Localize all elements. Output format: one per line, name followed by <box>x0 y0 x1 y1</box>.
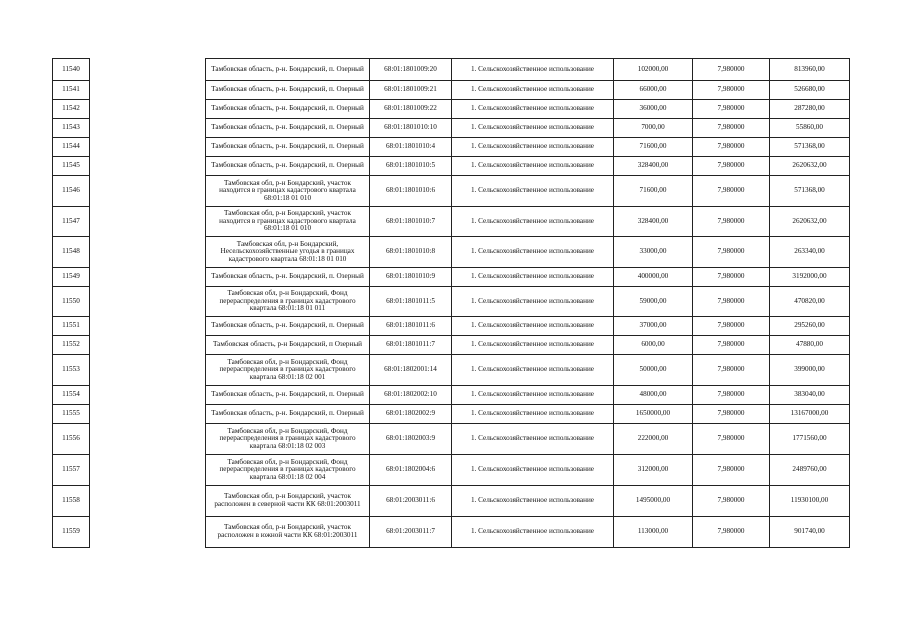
land-category-cell: 1. Сельскохозяйственное использование <box>452 100 614 119</box>
cadastral-value-cell: 47880,00 <box>770 336 850 355</box>
address-cell: Тамбовская область, р-н. Бондарский, п. Озерный <box>206 119 370 138</box>
cadastral-number-cell: 68:01:1801010:7 <box>370 207 452 237</box>
cadastral-number-cell: 68:01:1801009:21 <box>370 81 452 100</box>
cadastral-value-cell: 399000,00 <box>770 355 850 386</box>
cadastral-number-cell: 68:01:2003011:6 <box>370 486 452 517</box>
rate-cell: 7,980000 <box>693 268 770 287</box>
blank-cell <box>90 424 206 455</box>
address-cell: Тамбовская область, р-н Бондарский, п Озерный <box>206 336 370 355</box>
area-cell: 71600,00 <box>614 138 693 157</box>
area-cell: 222000,00 <box>614 424 693 455</box>
address-cell: Тамбовская обл, р-н Бондарский, Фонд перераспределения в границах кадастрового квартала 68:01:18 02 001 <box>206 355 370 386</box>
area-cell: 400000,00 <box>614 268 693 287</box>
area-cell: 1650000,00 <box>614 405 693 424</box>
blank-cell <box>90 81 206 100</box>
cadastral-number-cell: 68:01:1802003:9 <box>370 424 452 455</box>
area-cell: 7000,00 <box>614 119 693 138</box>
table-row <box>53 517 850 548</box>
land-category-cell: 1. Сельскохозяйственное использование <box>452 424 614 455</box>
area-cell: 59000,00 <box>614 287 693 317</box>
row-number-cell: 11541 <box>53 81 90 100</box>
table-row <box>53 81 850 100</box>
cadastral-number-cell: 68:01:1801011:7 <box>370 336 452 355</box>
rate-cell: 7,980000 <box>693 119 770 138</box>
land-category-cell: 1. Сельскохозяйственное использование <box>452 268 614 287</box>
rate-cell: 7,980000 <box>693 486 770 517</box>
address-cell: Тамбовская обл, р-н Бондарский, Фонд перераспределения в границах кадастрового квартала 68:01:18 02 003 <box>206 424 370 455</box>
land-registry-table <box>52 58 850 548</box>
cadastral-value-cell: 526680,00 <box>770 81 850 100</box>
cadastral-value-cell: 2620632,00 <box>770 157 850 176</box>
table-row <box>53 119 850 138</box>
table-row <box>53 455 850 486</box>
address-cell: Тамбовская обл, р-н Бондарский, участок расположен в северной части КК 68:01:2003011 <box>206 486 370 517</box>
rate-cell: 7,980000 <box>693 355 770 386</box>
table-row <box>53 268 850 287</box>
land-category-cell: 1. Сельскохозяйственное использование <box>452 207 614 237</box>
table-row <box>53 405 850 424</box>
address-cell: Тамбовская область, р-н. Бондарский, п. Озерный <box>206 405 370 424</box>
blank-cell <box>90 336 206 355</box>
blank-cell <box>90 455 206 486</box>
table-row <box>53 157 850 176</box>
cadastral-value-cell: 2489760,00 <box>770 455 850 486</box>
row-number-cell: 11545 <box>53 157 90 176</box>
land-category-cell: 1. Сельскохозяйственное использование <box>452 355 614 386</box>
blank-cell <box>90 355 206 386</box>
cadastral-value-cell: 1771560,00 <box>770 424 850 455</box>
address-cell: Тамбовская область, р-н. Бондарский, п. Озерный <box>206 317 370 336</box>
row-number-cell: 11559 <box>53 517 90 548</box>
row-number-cell: 11552 <box>53 336 90 355</box>
address-cell: Тамбовская область, р-н. Бондарский, п. Озерный <box>206 81 370 100</box>
address-cell: Тамбовская область, р-н. Бондарский, п. Озерный <box>206 100 370 119</box>
table-row <box>53 207 850 237</box>
row-number-cell: 11543 <box>53 119 90 138</box>
cadastral-value-cell: 571368,00 <box>770 138 850 157</box>
row-number-cell: 11546 <box>53 176 90 207</box>
table-row <box>53 336 850 355</box>
rate-cell: 7,980000 <box>693 157 770 176</box>
area-cell: 36000,00 <box>614 100 693 119</box>
rate-cell: 7,980000 <box>693 81 770 100</box>
area-cell: 1495000,00 <box>614 486 693 517</box>
address-cell: Тамбовская область, р-н. Бондарский, п. Озерный <box>206 268 370 287</box>
row-number-cell: 11556 <box>53 424 90 455</box>
land-category-cell: 1. Сельскохозяйственное использование <box>452 517 614 548</box>
area-cell: 66000,00 <box>614 81 693 100</box>
blank-cell <box>90 176 206 207</box>
rate-cell: 7,980000 <box>693 455 770 486</box>
land-category-cell: 1. Сельскохозяйственное использование <box>452 81 614 100</box>
row-number-cell: 11555 <box>53 405 90 424</box>
blank-cell <box>90 287 206 317</box>
row-number-cell: 11551 <box>53 317 90 336</box>
blank-cell <box>90 207 206 237</box>
cadastral-value-cell: 263340,00 <box>770 237 850 268</box>
area-cell: 328400,00 <box>614 207 693 237</box>
cadastral-value-cell: 287280,00 <box>770 100 850 119</box>
cadastral-number-cell: 68:01:1801010:4 <box>370 138 452 157</box>
cadastral-value-cell: 571368,00 <box>770 176 850 207</box>
blank-cell <box>90 405 206 424</box>
row-number-cell: 11544 <box>53 138 90 157</box>
rate-cell: 7,980000 <box>693 100 770 119</box>
land-category-cell: 1. Сельскохозяйственное использование <box>452 237 614 268</box>
blank-cell <box>90 386 206 405</box>
rate-cell: 7,980000 <box>693 424 770 455</box>
cadastral-value-cell: 11930100,00 <box>770 486 850 517</box>
area-cell: 102000,00 <box>614 59 693 81</box>
area-cell: 48000,00 <box>614 386 693 405</box>
cadastral-number-cell: 68:01:1801010:9 <box>370 268 452 287</box>
row-number-cell: 11540 <box>53 59 90 81</box>
cadastral-number-cell: 68:01:1802004:6 <box>370 455 452 486</box>
cadastral-number-cell: 68:01:1801011:6 <box>370 317 452 336</box>
table-row <box>53 100 850 119</box>
land-category-cell: 1. Сельскохозяйственное использование <box>452 176 614 207</box>
blank-cell <box>90 268 206 287</box>
area-cell: 6000,00 <box>614 336 693 355</box>
cadastral-value-cell: 3192000,00 <box>770 268 850 287</box>
area-cell: 37000,00 <box>614 317 693 336</box>
rate-cell: 7,980000 <box>693 405 770 424</box>
table-row <box>53 237 850 268</box>
address-cell: Тамбовская область, р-н. Бондарский, п. Озерный <box>206 157 370 176</box>
cadastral-number-cell: 68:01:1801010:5 <box>370 157 452 176</box>
address-cell: Тамбовская обл, р-н Бондарский, Несельскохозяйственные угодья в границах кадастрового квартала 68:01:18 01 010 <box>206 237 370 268</box>
area-cell: 312000,00 <box>614 455 693 486</box>
cadastral-value-cell: 13167000,00 <box>770 405 850 424</box>
rate-cell: 7,980000 <box>693 517 770 548</box>
cadastral-number-cell: 68:01:1801009:20 <box>370 59 452 81</box>
table-row <box>53 386 850 405</box>
cadastral-value-cell: 383040,00 <box>770 386 850 405</box>
table-row <box>53 287 850 317</box>
rate-cell: 7,980000 <box>693 59 770 81</box>
area-cell: 33000,00 <box>614 237 693 268</box>
land-category-cell: 1. Сельскохозяйственное использование <box>452 287 614 317</box>
cadastral-value-cell: 813960,00 <box>770 59 850 81</box>
rate-cell: 7,980000 <box>693 317 770 336</box>
cadastral-value-cell: 295260,00 <box>770 317 850 336</box>
blank-cell <box>90 100 206 119</box>
land-category-cell: 1. Сельскохозяйственное использование <box>452 138 614 157</box>
rate-cell: 7,980000 <box>693 207 770 237</box>
blank-cell <box>90 237 206 268</box>
area-cell: 50000,00 <box>614 355 693 386</box>
table-row <box>53 138 850 157</box>
cadastral-number-cell: 68:01:1801010:6 <box>370 176 452 207</box>
blank-cell <box>90 59 206 81</box>
cadastral-number-cell: 68:01:1802001:14 <box>370 355 452 386</box>
cadastral-number-cell: 68:01:1801010:10 <box>370 119 452 138</box>
land-category-cell: 1. Сельскохозяйственное использование <box>452 455 614 486</box>
blank-cell <box>90 138 206 157</box>
cadastral-value-cell: 2620632,00 <box>770 207 850 237</box>
address-cell: Тамбовская обл, р-н Бондарский, участок расположен в южной части КК 68:01:2003011 <box>206 517 370 548</box>
rate-cell: 7,980000 <box>693 336 770 355</box>
registry-table-body <box>53 59 850 548</box>
address-cell: Тамбовская обл, р-н Бондарский, Фонд перераспределения в границах кадастрового квартала 68:01:18 02 004 <box>206 455 370 486</box>
area-cell: 113000,00 <box>614 517 693 548</box>
cadastral-number-cell: 68:01:2003011:7 <box>370 517 452 548</box>
address-cell: Тамбовская обл, р-н Бондарский, участок находится в границах кадастрового квартала 68:01:18 01 010 <box>206 176 370 207</box>
table-row <box>53 59 850 81</box>
land-category-cell: 1. Сельскохозяйственное использование <box>452 157 614 176</box>
land-category-cell: 1. Сельскохозяйственное использование <box>452 317 614 336</box>
table-row <box>53 317 850 336</box>
blank-cell <box>90 157 206 176</box>
address-cell: Тамбовская область, р-н. Бондарский, п. Озерный <box>206 138 370 157</box>
table-row <box>53 355 850 386</box>
cadastral-value-cell: 901740,00 <box>770 517 850 548</box>
row-number-cell: 11557 <box>53 455 90 486</box>
table-row <box>53 486 850 517</box>
land-category-cell: 1. Сельскохозяйственное использование <box>452 336 614 355</box>
area-cell: 71600,00 <box>614 176 693 207</box>
address-cell: Тамбовская обл, р-н Бондарский, Фонд перераспределения в границах кадастрового квартала 68:01:18 01 011 <box>206 287 370 317</box>
address-cell: Тамбовская область, р-н. Бондарский, п. Озерный <box>206 59 370 81</box>
land-category-cell: 1. Сельскохозяйственное использование <box>452 119 614 138</box>
cadastral-value-cell: 470820,00 <box>770 287 850 317</box>
row-number-cell: 11550 <box>53 287 90 317</box>
table-row <box>53 424 850 455</box>
land-category-cell: 1. Сельскохозяйственное использование <box>452 486 614 517</box>
rate-cell: 7,980000 <box>693 287 770 317</box>
row-number-cell: 11558 <box>53 486 90 517</box>
land-category-cell: 1. Сельскохозяйственное использование <box>452 386 614 405</box>
row-number-cell: 11547 <box>53 207 90 237</box>
address-cell: Тамбовская обл, р-н Бондарский, участок находится в границах кадастрового квартала 68:01:18 01 010 <box>206 207 370 237</box>
row-number-cell: 11549 <box>53 268 90 287</box>
address-cell: Тамбовская область, р-н. Бондарский, п. Озерный <box>206 386 370 405</box>
row-number-cell: 11554 <box>53 386 90 405</box>
row-number-cell: 11548 <box>53 237 90 268</box>
blank-cell <box>90 517 206 548</box>
rate-cell: 7,980000 <box>693 176 770 207</box>
cadastral-number-cell: 68:01:1802002:9 <box>370 405 452 424</box>
cadastral-value-cell: 55860,00 <box>770 119 850 138</box>
area-cell: 328400,00 <box>614 157 693 176</box>
table-row <box>53 176 850 207</box>
blank-cell <box>90 317 206 336</box>
row-number-cell: 11553 <box>53 355 90 386</box>
cadastral-number-cell: 68:01:1801011:5 <box>370 287 452 317</box>
cadastral-number-cell: 68:01:1802002:10 <box>370 386 452 405</box>
cadastral-number-cell: 68:01:1801009:22 <box>370 100 452 119</box>
land-category-cell: 1. Сельскохозяйственное использование <box>452 405 614 424</box>
rate-cell: 7,980000 <box>693 237 770 268</box>
row-number-cell: 11542 <box>53 100 90 119</box>
rate-cell: 7,980000 <box>693 138 770 157</box>
land-category-cell: 1. Сельскохозяйственное использование <box>452 59 614 81</box>
rate-cell: 7,980000 <box>693 386 770 405</box>
blank-cell <box>90 119 206 138</box>
blank-cell <box>90 486 206 517</box>
cadastral-number-cell: 68:01:1801010:8 <box>370 237 452 268</box>
